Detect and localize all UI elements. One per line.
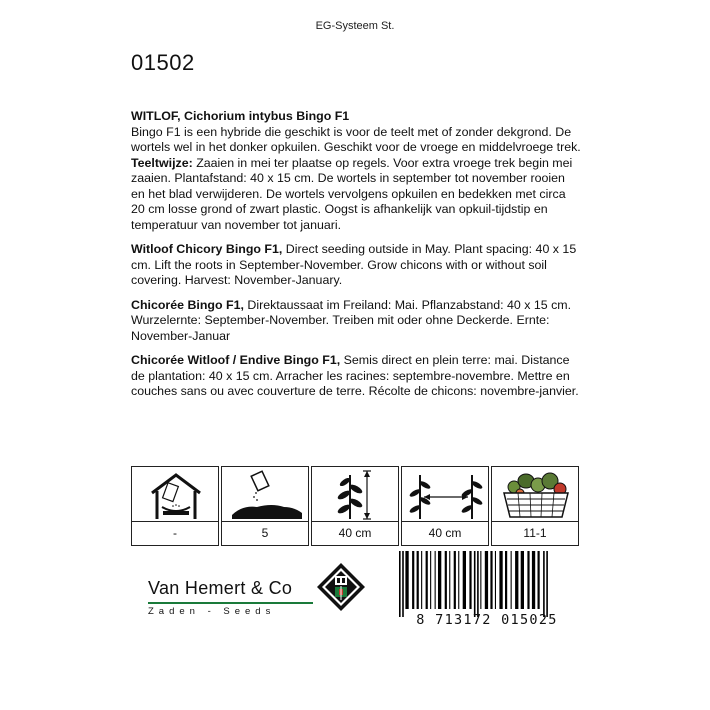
barcode-bar [454, 551, 456, 609]
plant-spacing-icon [401, 466, 489, 522]
barcode-bar [532, 551, 535, 609]
dutch-title: WITLOF, Cichorium intybus Bingo F1 [131, 109, 350, 123]
greenhouse-sowing-label: - [131, 522, 219, 546]
brand-subtitle: Zaden - Seeds [148, 606, 276, 617]
plant-spacing-label: 40 cm [401, 522, 489, 546]
barcode-bar [405, 551, 408, 609]
barcode-bar [527, 551, 529, 609]
barcode-number: 8 713172 015025 [416, 612, 558, 628]
english-section [131, 242, 581, 289]
dutch-cultivation-label: Teeltwijze: [131, 155, 193, 170]
french-section [131, 353, 581, 400]
greenhouse-sowing-icon [131, 466, 219, 522]
dutch-cultivation-text: Zaaien in mei ter plaatse op regels. Voor extra vroege trek begin mei zaaien. Plantafstand: 40 x 15 cm. De wortels in september tot november rooien en het blad verwijderen. De wortels vervolgens opkuilen en bedekken met circa 20 cm losse grond of zwart plastic. Oogst is afhankelijk van opkuil-tijdstip en temperatuur van november tot januari. [131, 155, 573, 232]
certification-label: EG-Systeem St. [315, 20, 395, 32]
plant-height-icon [311, 466, 399, 522]
brand-underline [148, 602, 313, 604]
barcode-bar [426, 551, 428, 609]
brand-logo-icon [316, 562, 366, 612]
barcode [395, 551, 577, 617]
product-code: 01502 [131, 50, 195, 75]
barcode-bar [499, 551, 502, 609]
french-title: Chicorée Witloof / Endive Bingo F1, [131, 353, 341, 367]
description-block [131, 109, 581, 409]
barcode-bar [438, 551, 441, 609]
english-text: Direct seeding outside in May. Plant spacing: 40 x 15 cm. Lift the roots in September-November. Grow chicons with or without soil covering. Harvest: November-January. [131, 242, 577, 287]
barcode-bar [474, 551, 476, 617]
dutch-description: Bingo F1 is een hybride die geschikt is voor de teelt met of zonder dekgrond. De wortels wel in het donker opkuilen. Geschikt voor de vroege en middelvroege trek. [131, 124, 581, 154]
barcode-bar [490, 551, 492, 609]
barcode-bar [543, 551, 545, 617]
barcode-bar [412, 551, 414, 609]
german-text: Direktaussaat im Freiland: Mai. Pflanzabstand: 40 x 15 cm. Wurzelernte: September-November. Treiben mit oder ohne Deckerde. Ernte: November-Januar [131, 297, 572, 343]
brand-block [148, 578, 293, 617]
barcode-bar [430, 551, 431, 609]
barcode-bar [477, 551, 479, 617]
barcode-bar [458, 551, 459, 609]
barcode-bar [546, 551, 548, 617]
barcode-bar [421, 551, 422, 609]
barcode-bar [469, 551, 471, 609]
brand-name: Van Hemert & Co [148, 578, 293, 598]
barcode-bar [402, 551, 404, 617]
barcode-bar [463, 551, 466, 609]
dutch-section [131, 109, 581, 233]
harvest-basket-label: 11-1 [491, 522, 579, 546]
seed-packet-sowing-icon [221, 466, 309, 522]
barcode-bar [435, 551, 436, 609]
cultivation-icons [131, 466, 581, 546]
barcode-bar [511, 551, 512, 609]
barcode-bar [480, 551, 481, 609]
barcode-bar [495, 551, 496, 609]
barcode-bar [417, 551, 419, 609]
german-title: Chicorée Bingo F1, [131, 297, 244, 312]
barcode-bar [505, 551, 507, 609]
harvest-basket-icon [491, 466, 579, 522]
barcode-bar [445, 551, 447, 609]
barcode-bar [538, 551, 540, 609]
english-title: Witloof Chicory Bingo F1, [131, 242, 283, 256]
barcode-bar [449, 551, 450, 609]
french-text: Semis direct en plein terre: mai. Distance de plantation: 40 x 15 cm. Arracher les racines: septembre-novembre. Mettre en couches sans ou avec couverture de terre. Récolte de chicons: novembre-janvier. [131, 353, 579, 398]
barcode-bar [485, 551, 488, 609]
barcode-bar [399, 551, 401, 617]
german-section [131, 298, 581, 345]
plant-height-label: 40 cm [311, 522, 399, 546]
barcode-bar [515, 551, 518, 609]
barcode-bar [521, 551, 524, 609]
seed-packet-sowing-label: 5 [221, 522, 309, 546]
